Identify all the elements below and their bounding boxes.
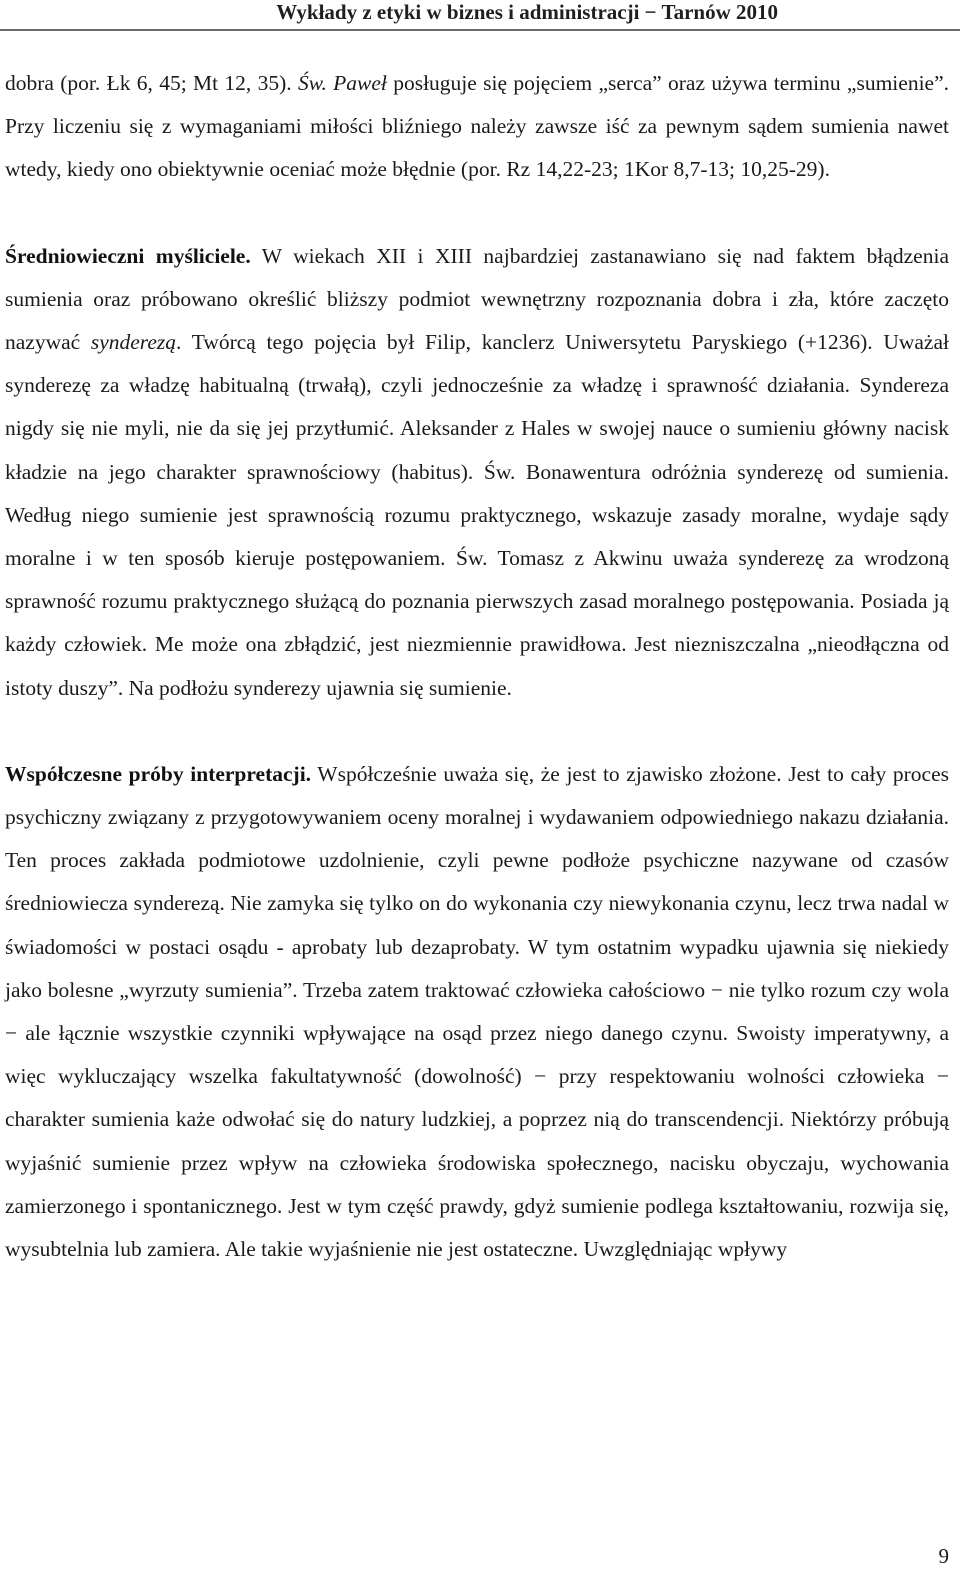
header-rule xyxy=(0,29,960,31)
running-header xyxy=(0,0,960,30)
paragraph-contemporary xyxy=(5,753,949,1271)
paragraph-text: W wiekach XII i XIII najbardziej zastanawiano się nad faktem błądzenia sumienia oraz próbowano określić bliższy podmiot wewnętrzny rozpoznania dobra i zła, które zaczęto nazywać xyxy=(5,243,949,355)
paragraph-text: posługuje się pojęciem „serca” oraz używa terminu „sumienie”. Przy liczeniu się z wymaganiami miłości bliźniego należy zawsze iść za pewnym sądem sumienia nawet wtedy, kiedy ono obiektywnie oceniać może błędnie (por. Rz 14,22-23; 1Kor 8,7-13; 10,25-29). xyxy=(5,71,950,182)
page-number: 9 xyxy=(938,1544,949,1568)
paragraph-italic-text: Św. Paweł xyxy=(297,71,387,95)
paragraph-text: . Twórcą tego pojęcia był Filip, kanclerz Uniwersytetu Paryskiego (+1236). Uważał synderezę za władzę habitualną (trwałą), czyli jednocześnie za władzę i sprawność działania. Syndereza nigdy się nie myli, nie da się jej przytłumić. Aleksander z Hales w swojej nauce o sumieniu główny nacisk kładzie na jego charakter sprawnościowy (habitus). Św. Bonawentura odróżnia synderezę od sumienia. Według niego sumienie jest sprawnością rozumu praktycznego, wskazuje zasady moralne, wydaje sądy moralne i w ten sposób kieruje postępowaniem. Św. Tomasz z Akwinu uważa synderezę za wrodzoną sprawność rozumu praktycznego służącą do poznania pierwszych zasad moralnego postępowania. Posiada ją każdy człowiek. Me może ona zbłądzić, jest niezmiennie prawidłowa. Jest niezniszczalna „nieodłączna od istoty duszy”. Na podłożu synderezy ujawnia się sumienie. xyxy=(5,330,949,700)
paragraph-pawel xyxy=(5,62,949,192)
paragraph-italic-text: synderezą xyxy=(90,330,177,355)
header-title: Wykłady z etyki w biznes i administracji − Tarnów 2010 xyxy=(276,0,778,24)
paragraph-text: dobra (por. Łk 6, 45; Mt 12, 35). xyxy=(5,71,298,95)
section-heading-medieval: Średniowieczni myśliciele. xyxy=(5,243,251,268)
document-body xyxy=(5,62,949,1271)
paragraph-text: Współcześnie uważa się, że jest to zjawisko złożone. Jest to cały proces psychiczny związany z przygotowywaniem oceny moralnej i wydawaniem odpowiedniego nakazu działania. Ten proces zakłada podmiotowe uzdolnienie, czyli pewne podłoże psychiczne nazywane od czasów średniowiecza synderezą. Nie zamyka się tylko on do wykonania czy niewykonania czynu, lecz trwa nadal w świadomości w postaci osądu - aprobaty lub dezaprobaty. W tym ostatnim wypadku ujawnia się niekiedy jako bolesne „wyrzuty sumienia”. Trzeba zatem traktować człowieka całościowo − nie tylko rozum czy wola − ale łącznie wszystkie czynniki wpływające na osąd przez niego danego czynu. Swoisty imperatywny, a więc wykluczający wszelka fakultatywność (dowolność) − przy respektowaniu wolności człowieka − charakter sumienia każe odwołać się do natury ludzkiej, a poprzez nią do transcendencji. Niektórzy próbują wyjaśnić sumienie przez wpływ na człowieka środowiska społecznego, nacisku obyczaju, wychowania zamierzonego i spontanicznego. Jest w tym część prawdy, gdyż sumienie podlega kształtowaniu, rozwija się, wysubtelnia lub zamiera. Ale takie wyjaśnienie nie jest ostateczne. Uwzględniając wpływy xyxy=(5,761,949,1262)
section-heading-contemporary: Współczesne próby interpretacji. xyxy=(5,761,312,786)
paragraph-medieval-thinkers xyxy=(5,235,949,710)
